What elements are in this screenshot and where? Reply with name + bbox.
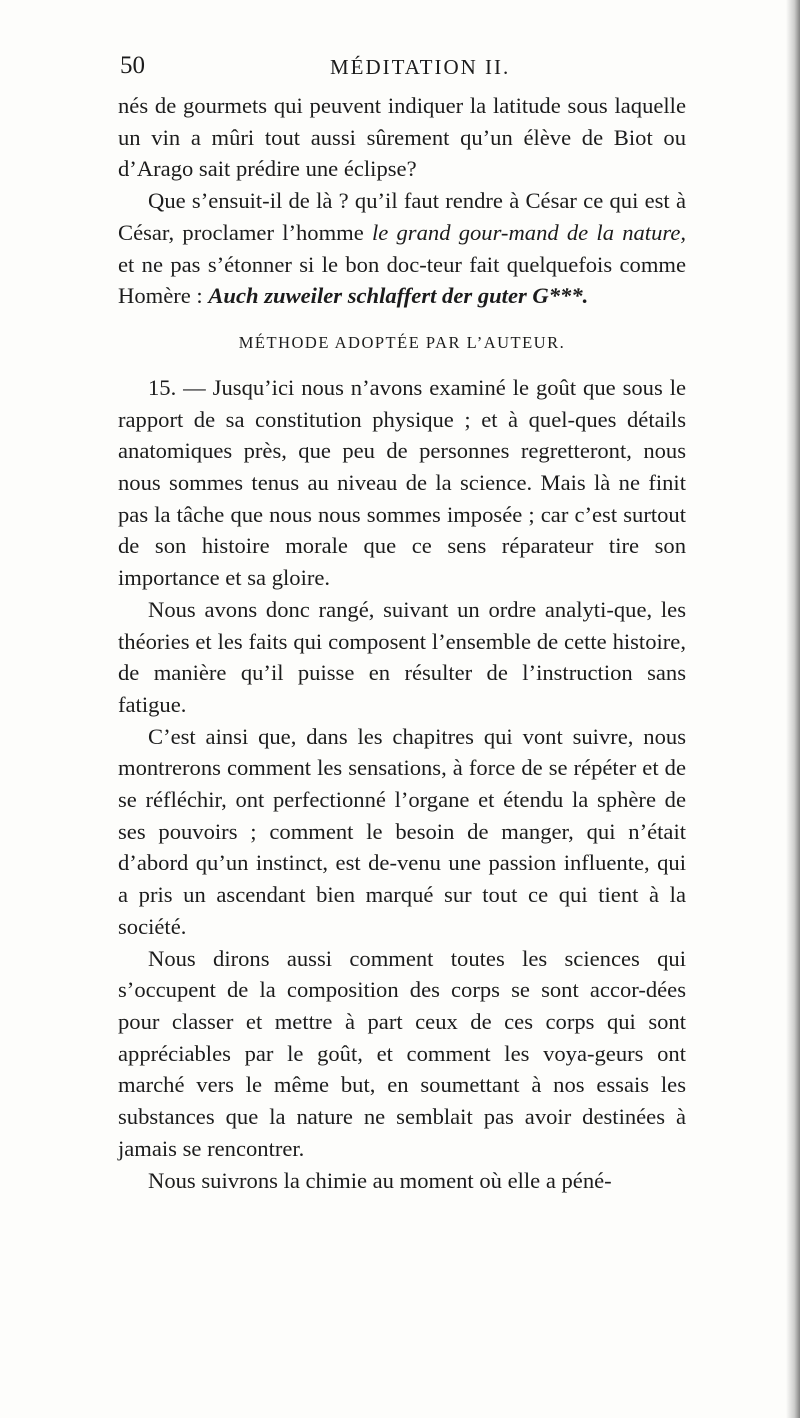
page-edge-shadow bbox=[786, 0, 800, 1418]
paragraph-2 bbox=[118, 185, 686, 312]
paragraph-4: Nous avons donc rangé, suivant un ordre analyti-que, les théories et les faits qui composent l’ensemble de cette histoire, de manière qu’il puisse en résulter de l’instruction sans fatigue. bbox=[118, 596, 686, 717]
body-text bbox=[118, 90, 686, 1196]
paragraph-5: C’est ainsi que, dans les chapitres qui vont suivre, nous montrerons comment les sensations, à force de se répéter et de se réfléchir, ont perfectionné l’organe et étendu la sphère de ses pouvoirs ; comment le besoin de manger, qui n’était d’abord qu’un instinct, est de-venu une passion influente, qui a pris un ascendant bien marqué sur tout ce qui tient à la société. bbox=[118, 723, 686, 939]
paragraph-2-italic-1: le grand gour-mand de la nature, bbox=[371, 219, 687, 245]
running-head bbox=[120, 52, 684, 86]
page-number: 50 bbox=[120, 52, 145, 79]
paragraph-2-italic-2: Auch zuweiler schlaffert der guter G***. bbox=[208, 283, 589, 309]
section-heading: MÉTHODE ADOPTÉE PAR L’AUTEUR. bbox=[238, 332, 566, 352]
paragraph-1: nés de gourmets qui peuvent indiquer la latitude sous laquelle un vin a mûri tout aussi sûrement qu’un élève de Biot ou d’Arago sait prédire une éclipse? bbox=[118, 93, 686, 182]
running-title: MÉDITATION II. bbox=[330, 55, 511, 79]
paragraph-7: Nous suivrons la chimie au moment où elle a péné- bbox=[148, 1167, 612, 1193]
paragraph-6: Nous dirons aussi comment toutes les sciences qui s’occupent de la composition des corps se sont accor-dées pour classer et mettre à part ceux de ces corps qui sont appréciables par le goût, et comment les voya-geurs ont marché vers le même but, en soumettant à nos essais les substances que la nature ne semblait pas avoir destinées à jamais se rencontrer. bbox=[118, 945, 686, 1161]
paragraph-2-mid: et ne pas s’étonner si le bon doc-teur fait quelquefois comme Homère : bbox=[118, 251, 686, 309]
paragraph-2-start: Que s’ensuit-il de là ? qu’il faut rendre à César ce qui est à César, proclamer l’homme bbox=[118, 188, 686, 245]
paragraph-3: 15. — Jusqu’ici nous n’avons examiné le goût que sous le rapport de sa constitution physique ; et à quel-ques détails anatomiques près, que peu de personnes regretteront, nous nous sommes tenus au niveau de la science. Mais là ne finit pas la tâche que nous nous sommes imposée ; car c’est surtout de son histoire morale que ce sens réparateur tire son importance et sa gloire. bbox=[118, 374, 686, 591]
